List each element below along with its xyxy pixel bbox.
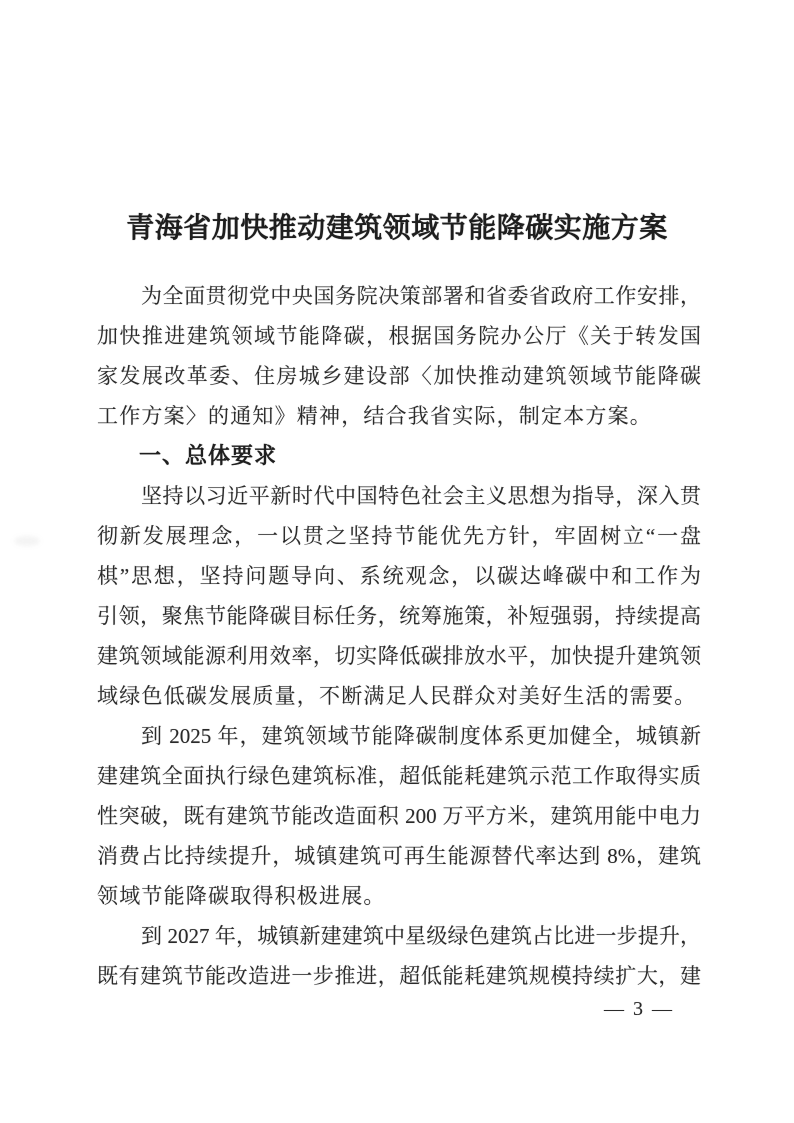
para2-line-3: 棋”思想，坚持问题导向、系统观念，以碳达峰碳中和工作为 <box>97 564 701 588</box>
para3-line-4: 消费占比持续提升，城镇建筑可再生能源替代率达到 8%，建筑 <box>97 844 701 868</box>
para2-line-6: 域绿色低碳发展质量，不断满足人民群众对美好生活的需要。 <box>97 684 697 708</box>
document-title: 青海省加快推动建筑领域节能降碳实施方案 <box>126 213 668 244</box>
para2-line-5: 建筑领域能源利用效率，切实降低碳排放水平，加快提升建筑领 <box>97 644 701 668</box>
para3-line-3: 性突破，既有建筑节能改造面积 200 万平方米，建筑用能中电力 <box>97 804 701 828</box>
para2-line-2: 彻新发展理念，一以贯之坚持节能优先方针，牢固树立“一盘 <box>97 524 701 548</box>
intro-line-4: 工作方案〉的通知》精神，结合我省实际，制定本方案。 <box>97 404 652 428</box>
para3-line-1: 到 2025 年，建筑领域节能降碳制度体系更加健全，城镇新 <box>141 724 701 748</box>
para3-line-2: 建建筑全面执行绿色建筑标准，超低能耗建筑示范工作取得实质 <box>97 764 701 788</box>
document-body <box>97 276 701 996</box>
intro-line-2: 加快推进建筑领域节能降碳，根据国务院办公厅《关于转发国 <box>97 324 701 348</box>
scan-smudge <box>14 536 40 546</box>
para2-line-1: 坚持以习近平新时代中国特色社会主义思想为指导，深入贯 <box>141 484 701 508</box>
para2-line-4: 引领，聚焦节能降碳目标任务，统筹施策，补短强弱，持续提高 <box>97 604 701 628</box>
para4-line-2: 既有建筑节能改造进一步推进，超低能耗建筑规模持续扩大，建 <box>97 964 701 988</box>
para4-line-1: 到 2027 年，城镇新建建筑中星级绿色建筑占比进一步提升， <box>141 924 701 948</box>
intro-line-3: 家发展改革委、住房城乡建设部〈加快推动建筑领域节能降碳 <box>97 364 701 388</box>
intro-line-1: 为全面贯彻党中央国务院决策部署和省委省政府工作安排， <box>141 284 701 308</box>
para3-line-5: 领域节能降碳取得积极进展。 <box>97 884 386 908</box>
page-number: — 3 — <box>604 998 674 1020</box>
section-heading-overall-requirements: 一、总体要求 <box>139 443 278 468</box>
